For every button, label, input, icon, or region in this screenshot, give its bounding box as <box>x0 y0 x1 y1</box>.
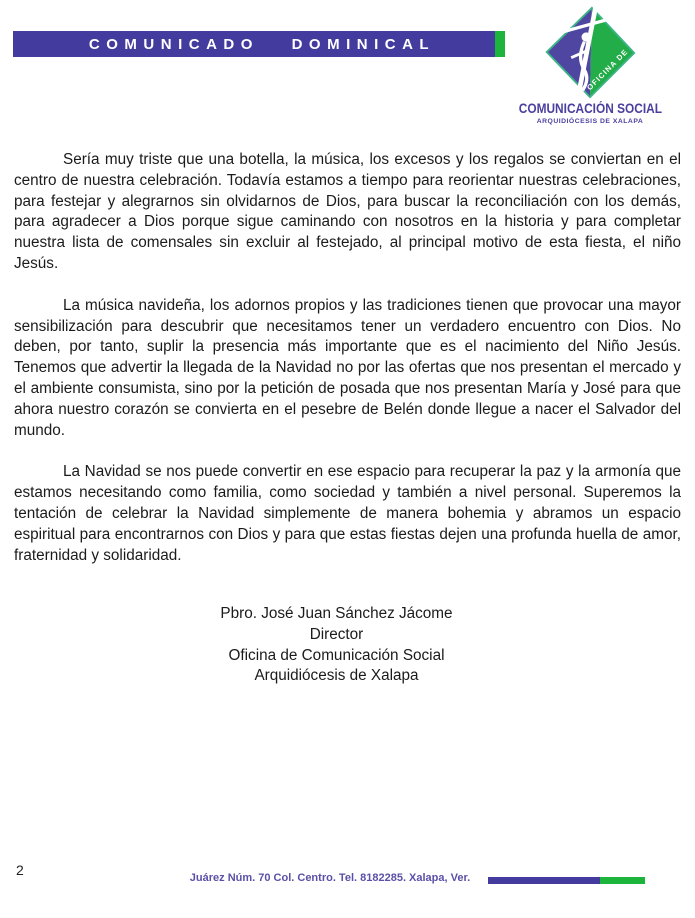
footer-accent-bar <box>488 877 645 884</box>
signature-role: Director <box>309 625 364 643</box>
banner-title: COMUNICADO DOMINICAL <box>88 35 436 53</box>
diamond-logo-icon <box>542 6 638 100</box>
banner-green-accent <box>495 31 505 57</box>
footer-accent-bar-purple <box>488 877 600 884</box>
document-body <box>14 150 681 687</box>
body-paragraph-2: La música navideña, los adornos propios y las tradiciones tienen que provocar una mayor sensibilización para descubrir que necesitamos tener un verdadero encuentro con Dios. No deben, por tanto, suplir la presencia más importante que es el nacimiento del Niño Jesús. Tenemos que advertir la llegada de la Navidad no por las ofertas que nos presentan el mercado y el ambiente consumista, sino por la petición de posada que nos presentan María y José para que ahora nuestro corazón se convierta en el pesebre de Belén donde llegue a nacer el Salvador del mundo. <box>14 296 681 439</box>
signature-office: Oficina de Comunicación Social <box>228 646 445 664</box>
body-paragraph-1: Sería muy triste que una botella, la música, los excesos y los regalos se conviertan en el centro de nuestra celebración. Todavía estamos a tiempo para reorientar nuestras celebraciones, para festejar y alegrarnos sin olvidarnos de Dios, para buscar la reconciliación con los demás, para agradecer a Dios porque sigue caminando con nosotros en la historia y para completar nuestra lista de comensales sin excluir al festejado, al principal motivo de esta fiesta, el niño Jesús. <box>14 151 681 272</box>
logo-curved-text: OFICINA DE <box>585 47 630 93</box>
body-paragraph-3: La Navidad se nos puede convertir en ese espacio para recuperar la paz y la armonía que estamos necesitando como familia, como sociedad y también a nivel personal. Superemos la tentación de celebrar la Navidad simplemente de manera bohemia y abramos un espacio espiritual para encontrarnos con Dios y para que estas fiestas dejen una profunda huella de amor, fraternidad y solidaridad. <box>14 463 681 564</box>
logo-wordmark: COMUNICACIÓN SOCIAL <box>518 101 662 116</box>
signature-block <box>14 604 681 686</box>
logo-subtitle: ARQUIDIÓCESIS DE XALAPA <box>536 118 644 125</box>
footer-address: Juárez Núm. 70 Col. Centro. Tel. 8182285. Xalapa, Ver. <box>189 872 471 884</box>
page-number: 2 <box>16 862 24 878</box>
signature-name: Pbro. José Juan Sánchez Jácome <box>220 605 453 623</box>
signature-archdiocese: Arquidiócesis de Xalapa <box>254 667 419 685</box>
header-banner <box>13 31 505 57</box>
office-logo-block <box>518 6 662 125</box>
